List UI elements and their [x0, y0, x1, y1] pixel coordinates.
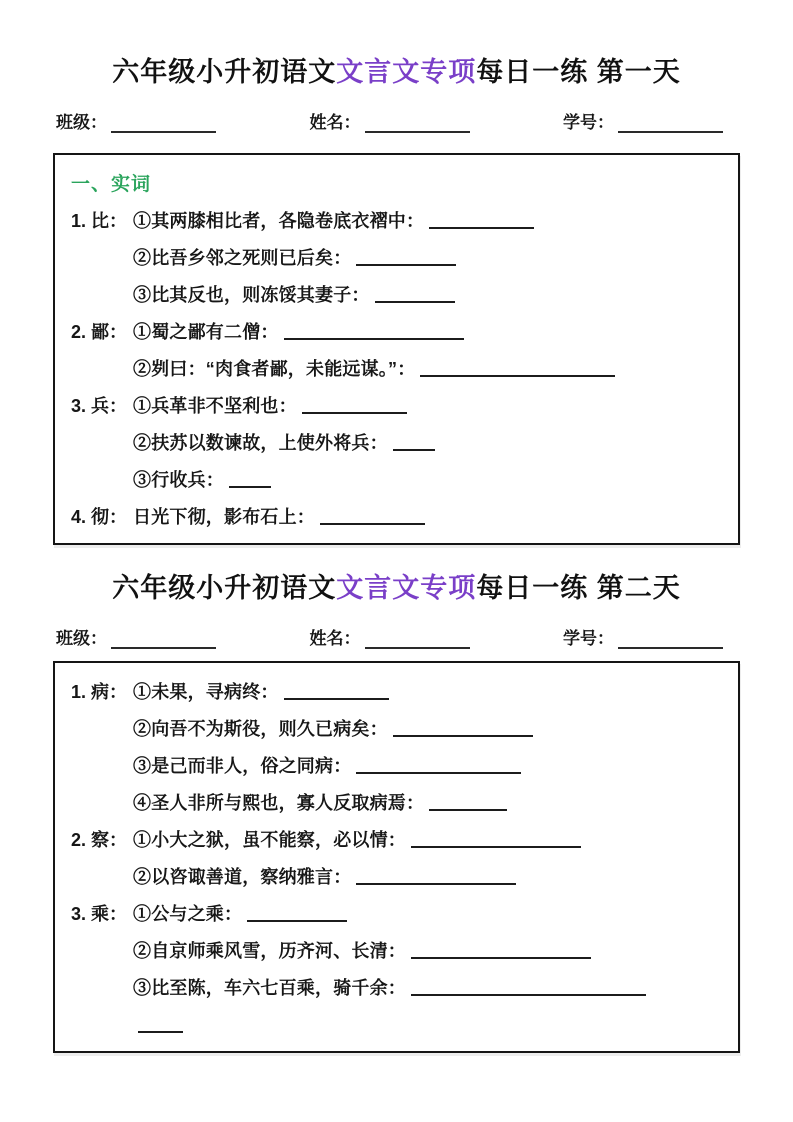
exercise-box-day-2: [53, 661, 740, 1053]
class-field: [56, 108, 216, 133]
answer-blank-line: [429, 227, 534, 229]
exercise-line: [71, 894, 726, 931]
title-post: 每日一练 第二天: [476, 573, 681, 603]
class-field: [56, 624, 216, 649]
question-text: ③行收兵：: [133, 469, 224, 490]
answer-blank-line: [247, 920, 347, 922]
question-text: ②以咨诹善道，察纳雅言：: [133, 866, 352, 887]
exercise-line: [71, 968, 726, 1005]
question-text: ①未果，寻病终：: [133, 681, 279, 702]
answer-blank-line: [393, 449, 435, 451]
student-id-field: [563, 108, 723, 133]
exercise-line: [71, 275, 726, 312]
exercise-line: [71, 783, 726, 820]
exercise-box-day-1: [53, 153, 740, 545]
title-highlight: 文言文专项: [336, 573, 477, 603]
section-header-row: [71, 164, 726, 201]
exercise-line: [71, 820, 726, 857]
name-label: 姓名：: [309, 113, 361, 132]
exercise-line: [71, 423, 726, 460]
item-number: 3. 兵：: [71, 395, 128, 416]
name-field: [310, 108, 470, 133]
question-text: ①公与之乘：: [133, 903, 243, 924]
answer-blank-line: [284, 338, 464, 340]
exercise-line: [71, 672, 726, 709]
class-label: 班级：: [56, 629, 107, 648]
worksheet-day-2: [0, 545, 793, 1053]
question-text: ②扶苏以数谏故，上使外将兵：: [133, 432, 388, 453]
exercise-line: [71, 312, 726, 349]
exercise-line-continuation: [71, 1005, 726, 1042]
title-pre: 六年级小升初语文: [112, 57, 337, 87]
question-text: 日光下彻，影布石上：: [133, 506, 315, 527]
item-number: 2. 鄙：: [71, 321, 128, 342]
question-text: ①兵革非不坚利也：: [133, 395, 297, 416]
exercise-line: [71, 386, 726, 423]
page-title-day-2: [0, 545, 793, 604]
item-number: 4. 彻：: [71, 506, 128, 527]
section-header: 一、实词: [71, 174, 152, 195]
exercise-line: [71, 746, 726, 783]
answer-blank-line: [320, 523, 425, 525]
exercise-line: [71, 201, 726, 238]
item-number: 1. 病：: [71, 681, 128, 702]
question-text: ③比至陈，车六七百乘，骑千余：: [133, 977, 406, 998]
exercise-line: [71, 497, 726, 534]
question-text: ①蜀之鄙有二僧：: [133, 321, 279, 342]
exercise-line: [71, 709, 726, 746]
question-text: ②向吾不为斯役，则久已病矣：: [133, 718, 388, 739]
answer-blank-line: [284, 698, 389, 700]
page-title-day-1: [0, 0, 793, 88]
answer-blank-line: [393, 735, 533, 737]
title-highlight: 文言文专项: [336, 57, 477, 87]
answer-blank-line: [229, 486, 271, 488]
question-text: ③比其反也，则冻馁其妻子：: [133, 284, 370, 305]
exercise-line: [71, 238, 726, 275]
question-text: ①小大之狱，虽不能察，必以情：: [133, 829, 406, 850]
question-text: ①其两膝相比者，各隐卷底衣褶中：: [133, 210, 425, 231]
answer-blank-line: [411, 846, 581, 848]
question-text: ②比吾乡邻之死则已后矣：: [133, 247, 352, 268]
student-info-row: [56, 108, 723, 133]
question-text: ④圣人非所与熙也，寡人反取病焉：: [133, 792, 425, 813]
class-label: 班级：: [56, 113, 107, 132]
student-id-blank-line: [618, 632, 723, 649]
name-blank-line: [365, 116, 470, 133]
answer-blank-line: [411, 994, 646, 996]
name-blank-line: [365, 632, 470, 649]
question-text: ③是己而非人，俗之同病：: [133, 755, 352, 776]
student-id-field: [563, 624, 723, 649]
answer-blank-line: [429, 809, 507, 811]
class-blank-line: [111, 116, 216, 133]
worksheet-day-1: [0, 0, 793, 545]
answer-blank-line: [356, 264, 456, 266]
answer-blank-line: [375, 301, 455, 303]
item-number: 3. 乘：: [71, 903, 128, 924]
student-info-row: [56, 624, 723, 649]
exercise-line: [71, 460, 726, 497]
student-id-label: 学号：: [563, 113, 614, 132]
question-text: ②自京师乘风雪，历齐河、长清：: [133, 940, 406, 961]
student-id-label: 学号：: [563, 629, 614, 648]
title-post: 每日一练 第一天: [476, 57, 681, 87]
exercise-line: [71, 931, 726, 968]
exercise-line: [71, 857, 726, 894]
answer-blank-line: [302, 412, 407, 414]
exercise-line: [71, 349, 726, 386]
title-pre: 六年级小升初语文: [112, 573, 337, 603]
answer-blank-line: [420, 375, 615, 377]
item-number: 1. 比：: [71, 210, 128, 231]
answer-blank-line: [411, 957, 591, 959]
name-label: 姓名：: [309, 629, 361, 648]
question-text: ②刿曰：“肉食者鄙，未能远谋。”：: [133, 358, 416, 379]
answer-blank-line: [356, 883, 516, 885]
student-id-blank-line: [618, 116, 723, 133]
answer-blank-line: [138, 1031, 183, 1033]
answer-blank-line: [356, 772, 521, 774]
name-field: [310, 624, 470, 649]
class-blank-line: [111, 632, 216, 649]
item-number: 2. 察：: [71, 829, 128, 850]
